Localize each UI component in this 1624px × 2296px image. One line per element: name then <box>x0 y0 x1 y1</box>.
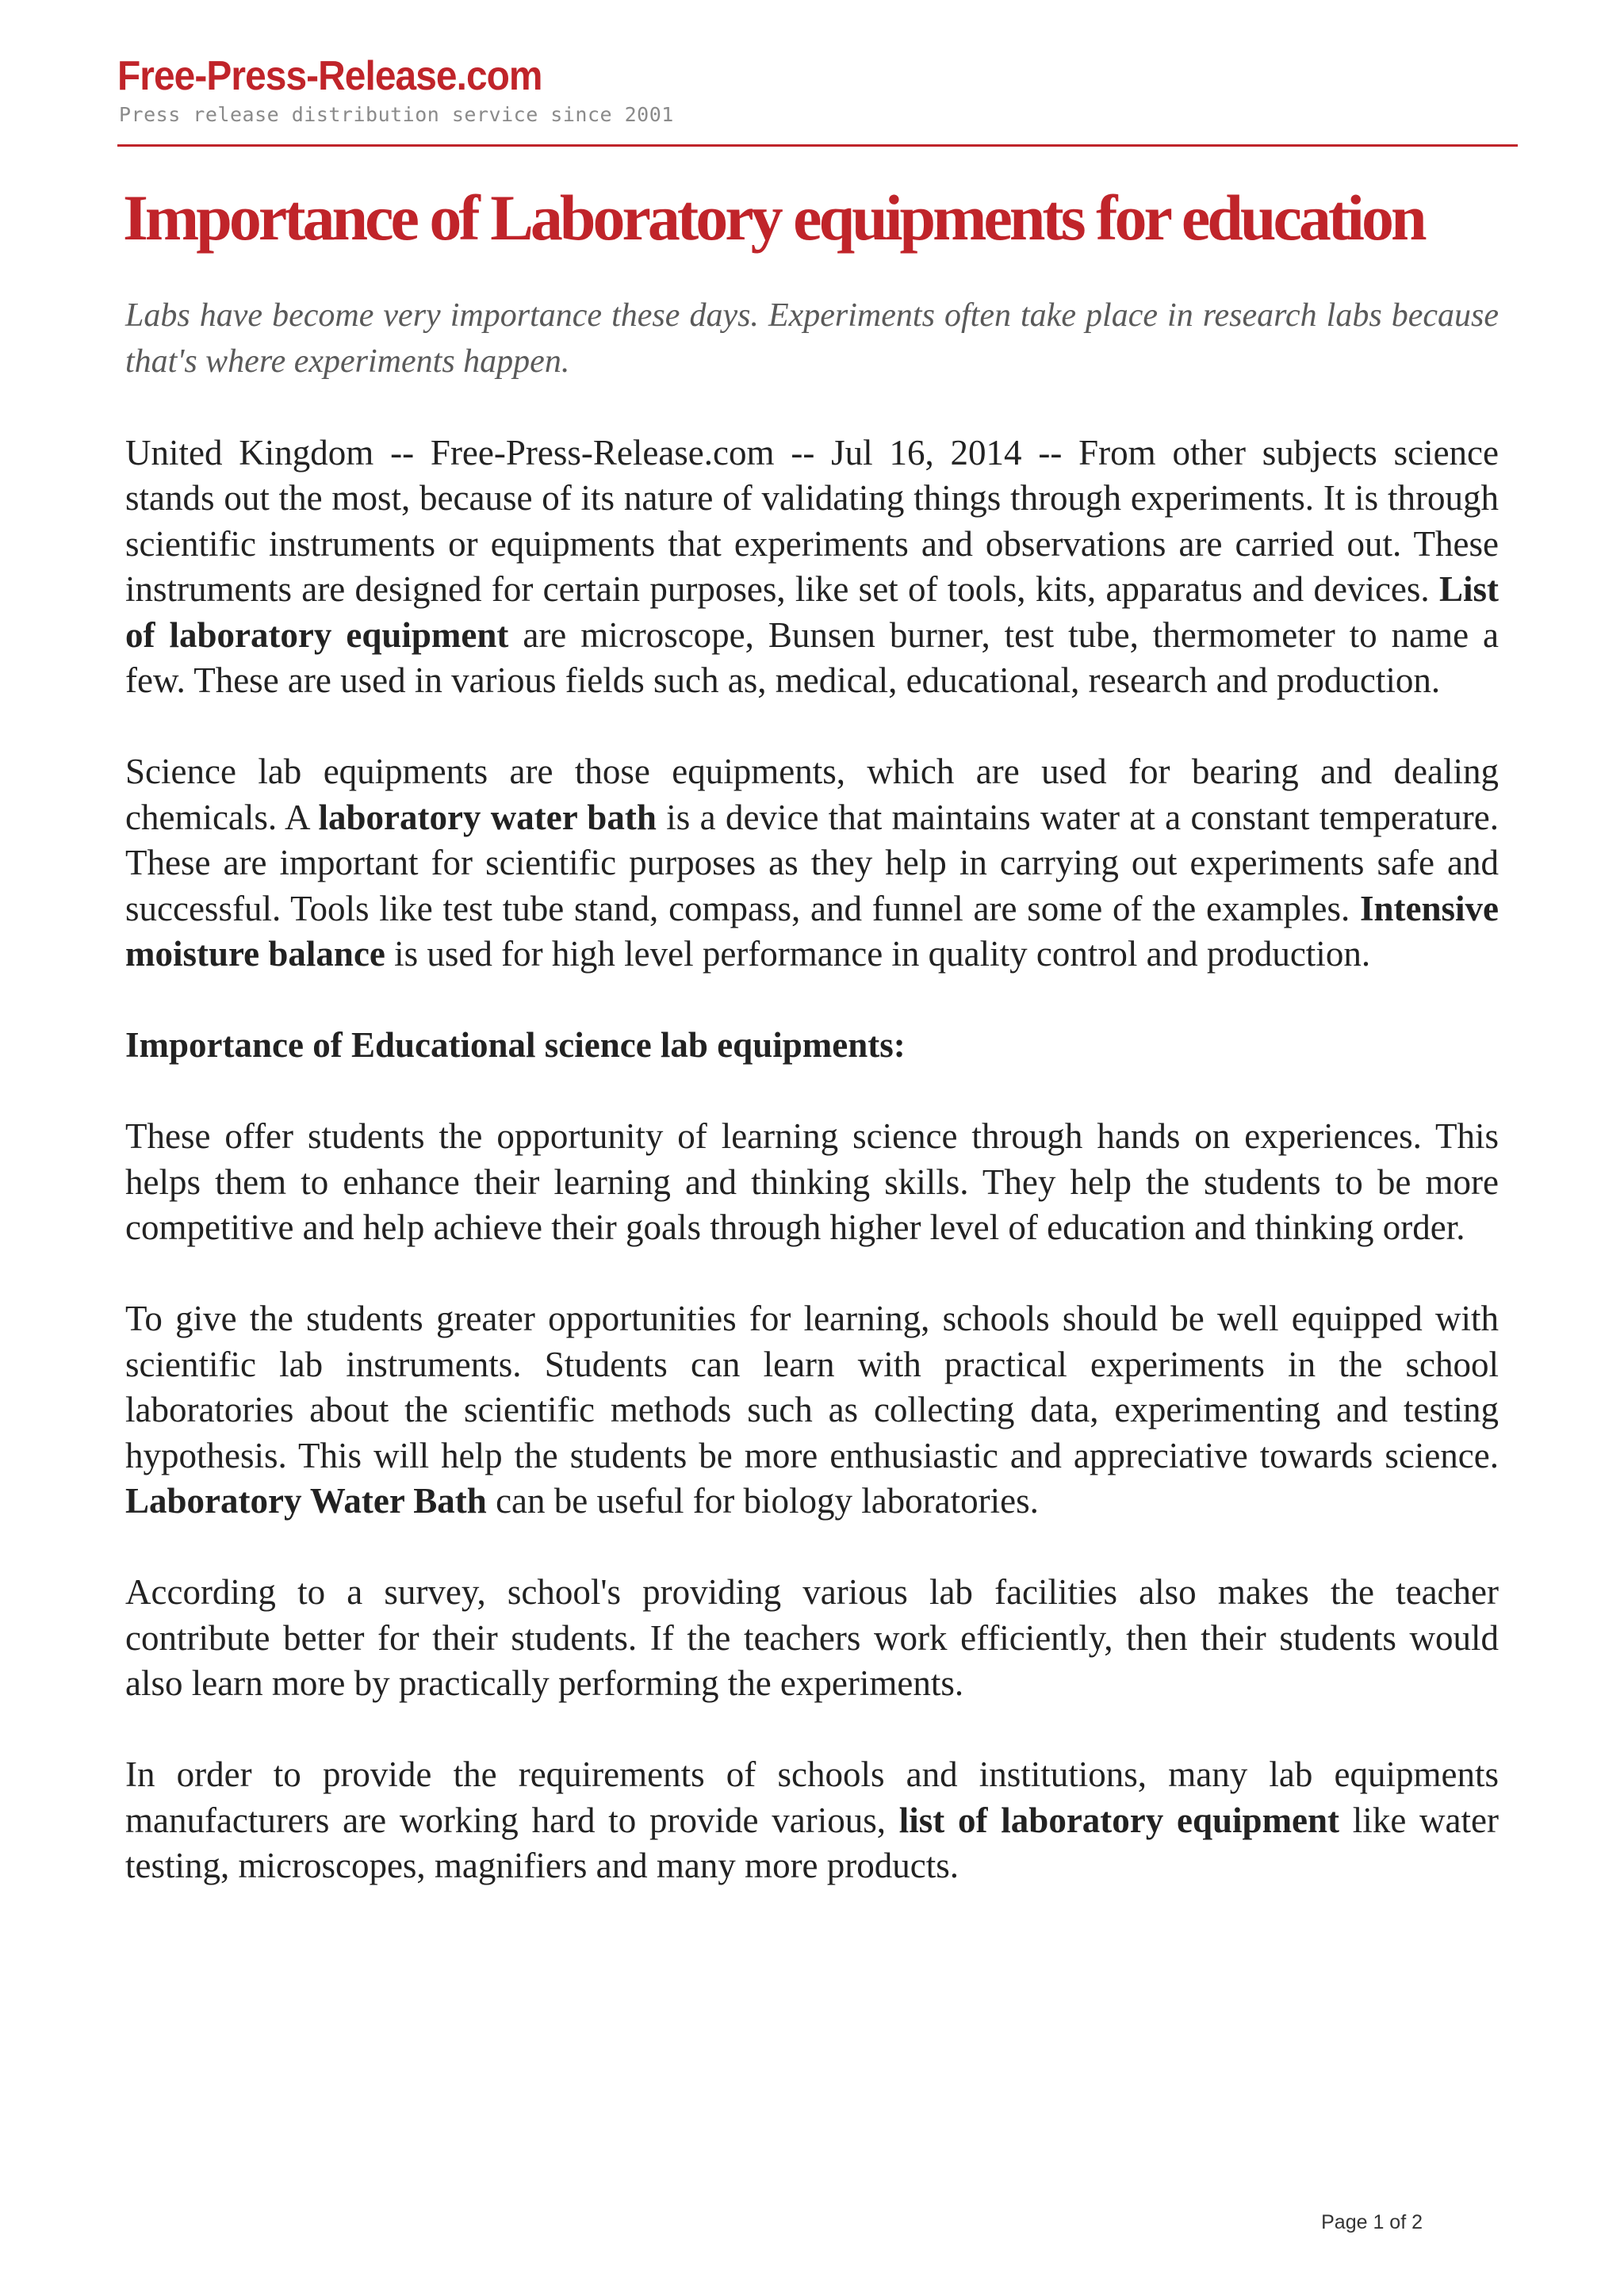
page-number: Page 1 of 2 <box>1321 2211 1423 2233</box>
release-summary: Labs have become very importance these days. Experiments often take place in research labs because that's where experiments happen. <box>125 297 1499 380</box>
bold-keyword: List of laboratory equipment <box>125 569 1499 655</box>
paragraph-text: are microscope, Bunsen burner, test tube, thermometer to name a few. These are used in various fields such as, medical, educational, research and production. <box>125 614 1499 700</box>
paragraph-text: Science lab equipments are those equipments, which are used for bearing and dealing chemicals. A <box>125 752 1499 837</box>
body-paragraph-6 <box>125 1752 1499 1889</box>
paragraph-text: To give the students greater opportunities for learning, schools should be well equipped with scientific lab instruments. Students can learn with practical experiments in the school laboratories about the scientific methods such as collecting data, experimenting and testing hypothesis. This will help the students be more enthusiastic and appreciative towards science. <box>125 1299 1499 1475</box>
press-release-body <box>125 293 1499 1934</box>
body-paragraph-4 <box>125 1296 1499 1525</box>
page-header <box>117 55 1518 147</box>
section-subheading: Importance of Educational science lab equipments: <box>125 1025 906 1065</box>
bold-keyword: laboratory water bath <box>318 797 657 837</box>
press-release-title: Importance of Laboratory equipments for education <box>123 182 1424 254</box>
site-tagline: Press release distribution service since 2001 <box>119 103 674 126</box>
paragraph-text: is used for high level performance in quality control and production. <box>385 934 1371 974</box>
paragraph-text: In order to provide the requirements of schools and institutions, many lab equipments manufacturers are working hard to provide various, <box>125 1755 1499 1840</box>
paragraph-text: United Kingdom -- Free-Press-Release.com -- Jul 16, 2014 -- From other subjects science stands out the most, because of its nature of validating things through experiments. It is through scientific instruments or equipments that experiments and observations are carried out. These instruments are designed for certain purposes, like set of tools, kits, apparatus and devices. <box>125 432 1499 609</box>
body-paragraph-5: According to a survey, school's providing various lab facilities also makes the teacher contribute better for their students. If the teachers work efficiently, then their students would also learn more by practically performing the experiments. <box>125 1572 1499 1703</box>
bold-keyword: Intensive moisture balance <box>125 888 1499 974</box>
bold-keyword: Laboratory Water Bath <box>125 1481 487 1521</box>
body-paragraph-2 <box>125 749 1499 978</box>
paragraph-text: like water testing, microscopes, magnifiers and many more products. <box>125 1800 1499 1885</box>
body-paragraph-1 <box>125 430 1499 704</box>
paragraph-text: is a device that maintains water at a constant temperature. These are important for scientific purposes as they help in carrying out experiments safe and successful. Tools like test tube stand, compass, and funnel are some of the examples. <box>125 797 1499 928</box>
body-paragraph-3: These offer students the opportunity of learning science through hands on experiences. This helps them to enhance their learning and thinking skills. They help the students to be more competitive and help achieve their goals through higher level of education and thinking order. <box>125 1116 1499 1247</box>
bold-keyword: list of laboratory equipment <box>898 1800 1340 1840</box>
paragraph-text: can be useful for biology laboratories. <box>486 1481 1039 1521</box>
site-logo[interactable]: Free-Press-Release.com <box>117 53 542 99</box>
